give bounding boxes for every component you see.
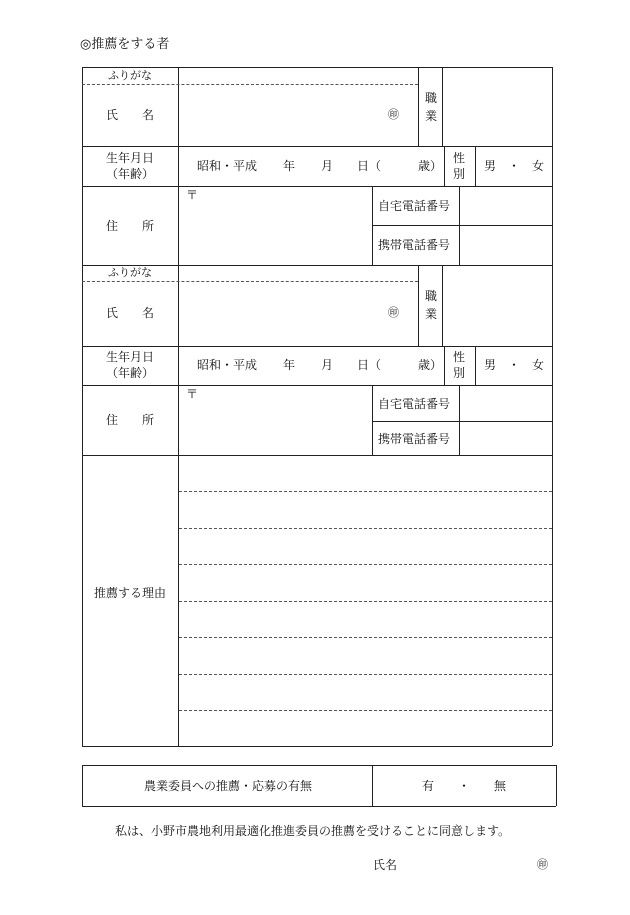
table-border-left [82,67,83,746]
furigana-field[interactable] [179,68,417,83]
sex-label-bottom: 別 [452,366,466,380]
consent-text: 私は、小野市農地利用最適化推進委員の推薦を受けることに同意します。 [115,824,511,838]
phone-divider-left [372,385,373,455]
occupation-label-top: 職 [424,91,438,105]
home-phone-label: 自宅電話番号 [378,199,451,213]
sex-divider-left [444,146,445,186]
mobile-phone-field[interactable] [460,226,551,264]
address-label: 住 所 [105,413,155,427]
name-field[interactable] [179,282,417,345]
seal-mark: ㊞ [388,306,399,319]
occupation-field[interactable] [443,266,551,345]
sex-divider-left [444,346,445,385]
name-label: 氏 名 [105,108,155,122]
birth-era: 昭和・平成 [197,358,258,372]
occupation-label-bottom: 業 [424,307,438,321]
month-label: 月 [321,358,334,372]
reason-line [179,528,552,529]
agri-committee-options[interactable]: 有 ・ 無 [421,779,507,793]
sex-options[interactable]: 男 ・ 女 [483,159,545,173]
row-divider [82,146,552,147]
furigana-label: ふりがな [108,69,152,82]
postal-mark: 〒 [186,387,199,401]
seal-mark: ㊞ [388,108,399,121]
year-label: 年 [283,358,296,372]
occupation-divider-left [418,67,419,146]
age-label: 歳） [418,159,443,173]
day-label: 日（ [357,358,382,372]
reason-line [179,491,552,492]
birth-label-top: 生年月日 [105,151,155,165]
table-border-top [82,765,556,766]
form-heading: ◎推薦をする者 [80,37,170,52]
sex-label-top: 性 [452,151,466,165]
reason-line [179,637,552,638]
day-label: 日（ [357,159,382,173]
birth-label-top: 生年月日 [105,350,155,364]
sex-divider-right [475,346,476,385]
home-phone-field[interactable] [460,187,551,224]
table-border-right [556,765,557,806]
sex-label-top: 性 [452,350,466,364]
age-label: 歳） [418,358,443,372]
signature-seal-mark: ㊞ [537,858,548,871]
furigana-field[interactable] [179,266,417,280]
home-phone-field[interactable] [460,386,551,420]
reason-line [179,710,552,711]
name-field[interactable] [179,85,417,145]
home-phone-label: 自宅電話番号 [378,397,451,411]
reason-line [179,674,552,675]
mobile-phone-label: 携帯電話番号 [378,238,451,252]
birth-label-bottom: （年齢） [105,167,155,181]
sex-options[interactable]: 男 ・ 女 [483,358,545,372]
occupation-label-bottom: 業 [424,109,438,123]
table-border-bottom [82,746,552,747]
address-label: 住 所 [105,219,155,233]
month-label: 月 [321,159,334,173]
mobile-phone-label: 携帯電話番号 [378,432,451,446]
furigana-label: ふりがな [108,266,152,279]
occupation-field[interactable] [443,68,551,145]
year-label: 年 [283,159,296,173]
signature-label: 氏名 [373,858,398,872]
table-border-left [82,765,83,806]
row-divider [82,346,552,347]
agri-committee-label: 農業委員への推薦・応募の有無 [143,779,313,793]
occupation-label-top: 職 [424,289,438,303]
sex-label-bottom: 別 [452,167,466,181]
reason-label: 推薦する理由 [93,586,167,600]
table-border-bottom [82,806,556,807]
table-border-right [552,67,553,746]
sex-divider-right [475,146,476,186]
occupation-divider-left [418,265,419,346]
mobile-phone-field[interactable] [460,422,551,454]
address-field[interactable] [179,386,371,454]
postal-mark: 〒 [186,188,199,202]
reason-line [179,564,552,565]
birth-era: 昭和・平成 [197,159,258,173]
signature-field[interactable] [400,854,530,874]
birth-label-bottom: （年齢） [105,366,155,380]
agri-divider [372,765,373,806]
address-field[interactable] [179,187,371,264]
reason-line [179,601,552,602]
name-label: 氏 名 [105,306,155,320]
